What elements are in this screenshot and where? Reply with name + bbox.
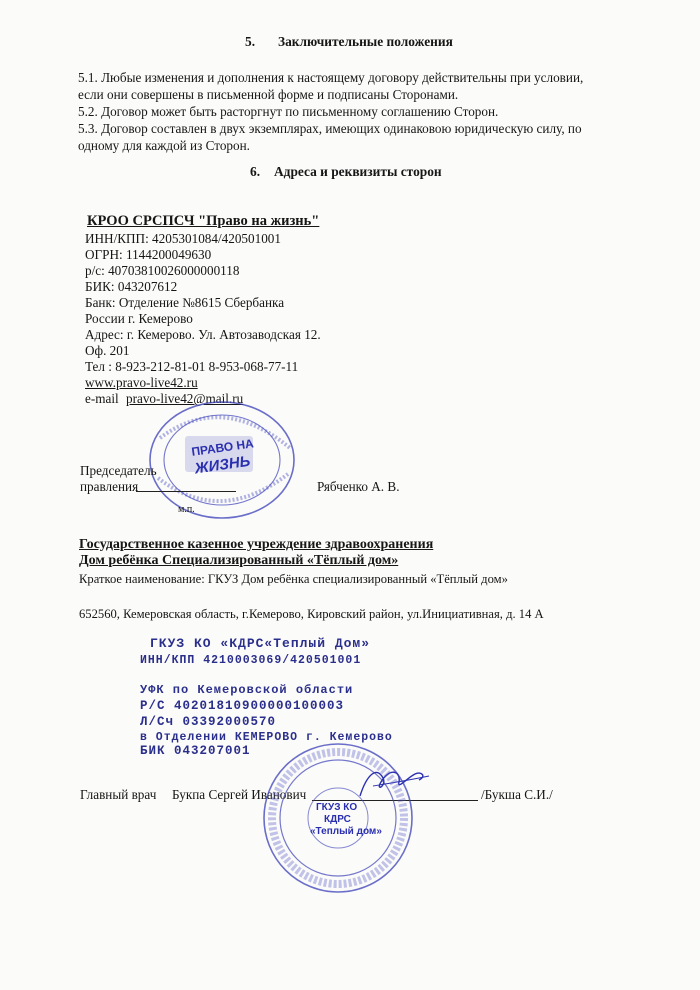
party1-round-stamp: [140, 398, 300, 528]
party1-detail: Оф. 201: [85, 343, 130, 358]
bank-stamp-line: БИК 043207001: [140, 744, 251, 758]
party2-name: Дом ребёнка Специализированный «Тёплый дом»: [79, 553, 399, 568]
stamp-center-text: КДРС: [324, 814, 351, 825]
stamp-logo-text: ЖИЗНЬ: [193, 452, 252, 478]
section6-title: Адреса и реквизиты сторон: [274, 164, 442, 179]
party2-signer-role: Главный врач: [80, 787, 157, 802]
party1-detail: БИК: 043207612: [85, 279, 178, 294]
party2-signer-name: Букпа Сергей Иванович: [172, 787, 307, 802]
party1-signer-role: Председатель: [80, 463, 157, 478]
stamp-logo-text: ПРАВО НА: [190, 436, 255, 459]
section5-item: 5.3. Договор составлен в двух экземплярах, имеющих одинаковою юридическую силу, по: [78, 121, 582, 136]
stamp-center-text: «Теплый дом»: [310, 826, 382, 837]
party1-name: КРОО СРСПСЧ "Право на жизнь": [87, 213, 320, 229]
party1-detail: ИНН/КПП: 4205301084/420501001: [85, 231, 281, 246]
bank-stamp-line: ГКУЗ КО «КДРС«Теплый Дом»: [150, 636, 371, 651]
bank-stamp-line: ИНН/КПП 4210003069/420501001: [140, 654, 362, 667]
party2-round-stamp: [258, 738, 418, 898]
party2-signature-text: /Букша С.И./: [481, 787, 553, 802]
section5-item: 5.2. Договор может быть расторгнут по письменному соглашению Сторон.: [78, 104, 499, 119]
party1-signer-name: Рябченко А. В.: [317, 479, 400, 494]
party1-signer-role: правления: [80, 479, 139, 494]
party1-signature-line: [136, 491, 236, 492]
section5-item: одному для каждой из Сторон.: [78, 138, 250, 153]
bank-stamp-line: УФК по Кемеровской области: [140, 683, 354, 697]
bank-stamp-line: в Отделении КЕМЕРОВО г. Кемерово: [140, 731, 393, 744]
stamp-center-text: ГКУЗ КО: [316, 802, 358, 813]
bank-stamp-line: Л/Сч 03392000570: [140, 715, 277, 729]
party2-name: Государственное казенное учреждение здравоохранения: [79, 537, 434, 552]
party1-detail: России г. Кемерово: [85, 311, 193, 326]
party1-website-link[interactable]: www.pravo-live42.ru: [85, 375, 198, 390]
party1-detail: Адрес: г. Кемерово. Ул. Автозаводская 12.: [85, 327, 321, 342]
party1-email-label: e-mail: [85, 391, 119, 406]
party1-detail: Тел : 8-923-212-81-01 8-953-068-77-11: [85, 359, 299, 374]
bank-stamp-line: Р/С 40201810900000100003: [140, 699, 345, 713]
section5-item: 5.1. Любые изменения и дополнения к настоящему договору действительны при условии,: [78, 70, 584, 85]
section5-number: 5.: [245, 34, 256, 49]
party1-detail: Банк: Отделение №8615 Сбербанка: [85, 295, 285, 310]
party1-mp-label: м.п.: [178, 504, 195, 515]
party2-short-name: Краткое наименование: ГКУЗ Дом ребёнка специализированный «Тёплый дом»: [79, 572, 508, 586]
section5-title: Заключительные положения: [278, 34, 453, 49]
party2-address: 652560, Кемеровская область, г.Кемерово, Кировский район, ул.Инициативная, д. 14 А: [79, 607, 544, 621]
party1-detail: ОГРН: 1144200049630: [85, 247, 212, 262]
party1-email-link[interactable]: pravo-live42@mail.ru: [126, 391, 244, 406]
section6-number: 6.: [250, 164, 261, 179]
party1-detail: р/с: 40703810026000000118: [85, 263, 240, 278]
section5-item: если они совершены в письменной форме и подписаны Сторонами.: [78, 87, 459, 102]
